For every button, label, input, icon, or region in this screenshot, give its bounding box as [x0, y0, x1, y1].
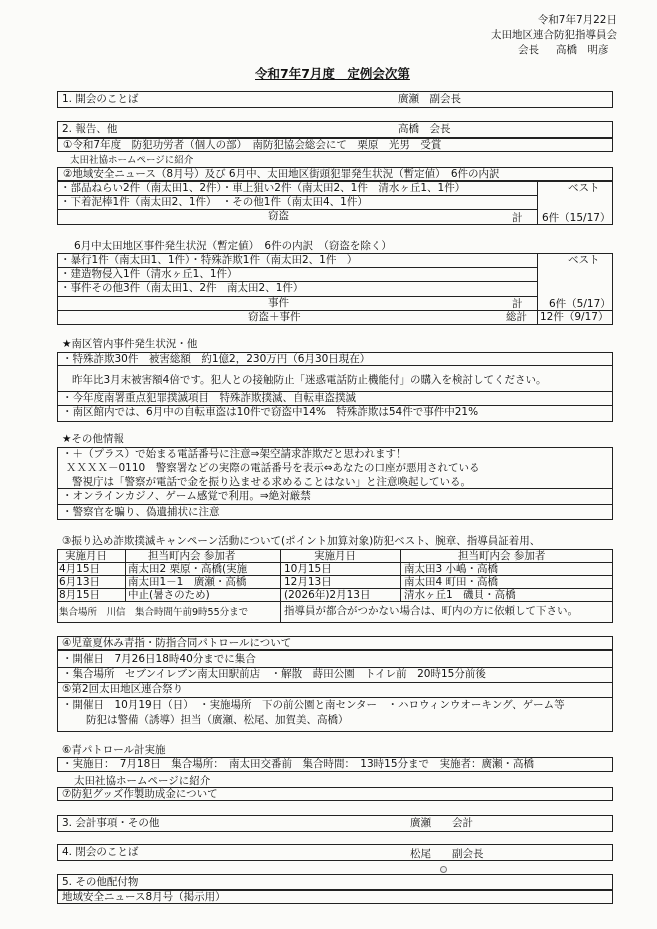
header-chair-role: 会長 [518, 44, 539, 56]
campaign-cell: 南太田1－1 廣瀬・高橋 [128, 576, 247, 588]
crime-goods-subsidy: ⑦防犯グッズ作製助成金について [62, 788, 218, 800]
campaign-cell: (2026年)2月13日 [284, 589, 371, 601]
theft-row: ・下着泥棒1件（南太田2、1件） ・その他1件（南太田4、1件） [60, 196, 368, 208]
incident-row: ・暴行1件（南太田1、1件）・特殊詐欺1件（南太田2、1件 ） [60, 254, 358, 266]
opening-person: 廣瀬 副会長 [398, 93, 461, 105]
closing-person: 松尾 副会長 [410, 848, 484, 860]
campaign-th: 担当町内会 参加者 [148, 550, 236, 562]
incident-soukei-value: 12件（9/17） [540, 311, 609, 323]
campaign-cell: 清水ヶ丘1 磯貝・高橋 [404, 589, 516, 601]
summer-patrol-place: ・集合場所 セブンイレブン南太田駅前店 ・解散 蒔田公園 トイレ前 20時15分前後 [62, 668, 486, 680]
handout-label: 5. その他配付物 [62, 876, 139, 888]
festival-security: 防犯は警備（誘導）担当（廣瀬、松尾、加賀美、高橋） [86, 714, 349, 726]
campaign-cell: 南太田3 小嶋・高橋 [404, 563, 499, 575]
south-line4: ・南区館内では、6月中の自転車盗は10件で窃盗中14% 特殊詐欺は54件で事件中21% [62, 406, 479, 418]
closing-label: 4. 閉会のことば [62, 846, 139, 858]
handout-item: 地域安全ニュース8月号（掲示用） [62, 891, 226, 903]
campaign-th: 担当町内会 参加者 [458, 550, 546, 562]
incident-jiken-label: 事件 [268, 297, 289, 309]
campaign-cell: 12月13日 [284, 576, 332, 588]
handout-box [57, 874, 613, 890]
report-item1-note: 太田社協ホームページに紹介 [70, 155, 194, 166]
blue-patrol-note: 太田社協ホームページに紹介 [74, 775, 211, 787]
campaign-cell: 南太田4 町田・高橋 [404, 576, 499, 588]
accounting-person: 廣瀬 会計 [410, 817, 473, 829]
scan-mark [440, 866, 447, 873]
accounting-label: 3. 会計事項・その他 [62, 817, 160, 829]
opening-label: 1. 開会のことば [62, 93, 139, 105]
other-line5: ・警察官を騙り、偽遺捕状に注意 [62, 506, 220, 518]
theft-kei-label: 計 [512, 212, 523, 224]
incident-kei-value: 6件（5/17） [549, 298, 611, 310]
theft-best-label: ベスト [568, 182, 600, 194]
incident-total-label: 窃盗＋事件 [248, 311, 301, 323]
south-line3: ・今年度南署重点犯罪撲滅項目 特殊詐欺撲滅、自転車盗撲滅 [62, 392, 356, 404]
closing-box [57, 844, 613, 861]
incident-row: ・事件その他3件（南太田1、2件 南太田2、1件） [60, 282, 304, 294]
other-heading: ★その他情報 [62, 433, 124, 445]
report-person: 高橋 会長 [398, 123, 451, 135]
theft-row: ・部品ねらい2件（南太田1、2件）・車上狙い2件（南太田2、1件 清水ヶ丘1、1件） [60, 182, 466, 194]
report-item2: ②地域安全ニュース（8月号）及び 6月中、太田地区街頭犯罪発生状況（暫定値） 6件の内訳 [63, 168, 500, 180]
other-line4: ・オンラインカジノ、ゲーム感覚で利用。⇒絶対厳禁 [62, 490, 311, 502]
campaign-cell: 南太田2 栗原・高橋(実施 [128, 563, 248, 575]
campaign-cell: 8月15日 [59, 589, 101, 601]
report-item1: ①令和7年度 防犯功労者（個人の部） 南防犯協会総会にて 栗原 光男 受賞 [63, 139, 442, 151]
summer-patrol-heading: ④児童夏休み青指・防指合同パトロールについて [62, 637, 292, 649]
theft-kei-value: 6件（15/17） [542, 212, 611, 224]
south-heading: ★南区管内事件発生状況・他 [62, 338, 198, 350]
other-line1: ・＋（プラス）で始まる電話番号に注意⇒架空請求詐欺だと思われます！ [62, 448, 407, 460]
festival-heading: ⑤第2回太田地区連合祭り [62, 683, 184, 695]
campaign-th: 実施月日 [314, 550, 356, 562]
section-report-box [57, 121, 613, 138]
incident-heading: 6月中太田地区事件発生状況（暫定値） 6件の内訳 （窃盗を除く） [74, 240, 392, 252]
south-line2: 昨年比3月末被害額4倍です。犯人との接触防止「迷惑電話防止機能付」の購入を検討してください。 [72, 374, 547, 386]
campaign-cell: 6月13日 [59, 576, 101, 588]
page-title: 令和7年7月度 定例会次第 [255, 66, 410, 81]
blue-patrol-details: ・実施日： 7月18日 集合場所： 南太田交番前 集合時間： 13時15分まで 実施者：廣瀬・高橋 [62, 758, 535, 770]
theft-total-label: 窃盗 [268, 210, 289, 222]
summer-patrol-date: ・開催日 7月26日18時40分までに集合 [62, 653, 256, 665]
campaign-th: 実施月日 [65, 550, 107, 562]
campaign-meeting: 集合場所 川信 集合時間午前9時55分まで [59, 607, 249, 618]
header-date: 令和7年7月22日 [537, 14, 617, 26]
campaign-note: 指導員が都合がつかない場合は、町内の方に依頼して下さい。 [284, 605, 578, 617]
incident-soukei-label: 総計 [506, 311, 527, 323]
section-opening-box [57, 91, 613, 108]
campaign-cell: 10月15日 [284, 563, 332, 575]
south-line1: ・特殊詐欺30件 被害総額 約1億2，230万円（6月30日現在） [62, 353, 371, 365]
incident-kei-label: 計 [512, 298, 523, 310]
other-line3: 警視庁は「警察が電話で金を振り込ませる求めることはない」と注意喚起している。 [72, 476, 471, 488]
incident-row: ・建造物侵入1件（清水ヶ丘1、1件） [60, 268, 238, 280]
campaign-heading: ③振り込め詐欺撲滅キャンペーン活動について(ポイント加算対象)防犯ベスト、腕章、指導員証着用、 [62, 535, 541, 547]
festival-details: ・開催日 10月19日（日） ・実施場所 下の前公園と南センター ・ハロウィンウオーキング、ゲーム等 [62, 699, 565, 711]
header-org: 太田地区連合防犯指導員会 [491, 29, 617, 41]
header-chair-name: 高橋 明彦 [556, 44, 609, 56]
incident-best-label: ベスト [568, 254, 600, 266]
blue-patrol-heading: ⑥青パトロール計実施 [62, 744, 166, 756]
other-line2: ＸＸＸＸ－0110 警察署などの実際の電話番号を表示⇔あなたの口座が悪用されている [66, 462, 480, 474]
campaign-cell: 4月15日 [59, 563, 101, 575]
campaign-cell: 中止(暑さのため) [128, 589, 210, 601]
report-label: 2. 報告、他 [62, 123, 118, 135]
